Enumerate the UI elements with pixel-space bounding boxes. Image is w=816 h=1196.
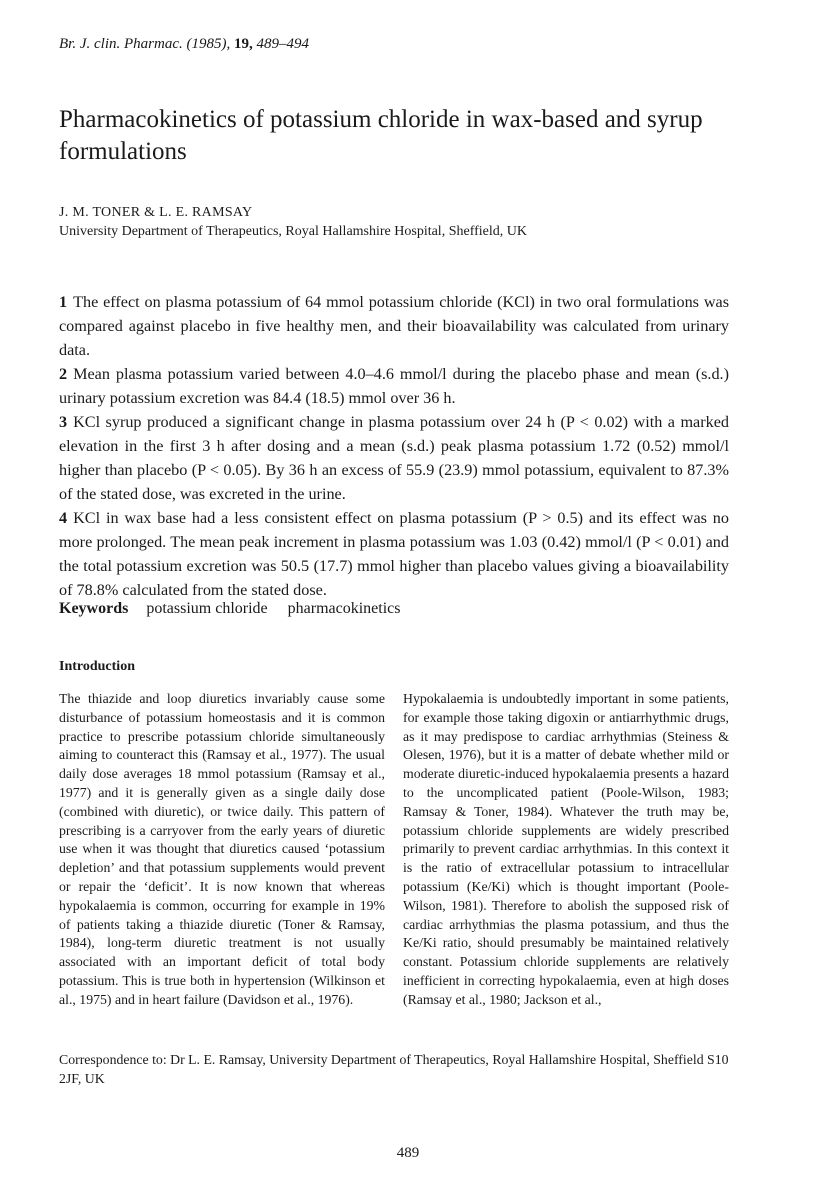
abstract-point <box>59 506 729 602</box>
body-paragraph: The thiazide and loop diuretics invariably cause some disturbance of potassium homeostasis and it is common practice to prescribe potassium chloride simultaneously aiming to counteract this (Ramsay et al., 1977). The usual daily dose averages 18 mmol potassium (Ramsay et al., 1977) and it is generally given as a single daily dose (combined with diuretic), or twice daily. This pattern of prescribing is a carryover from the early years of diuretic use when it was thought that diuretics caused ‘potassium depletion’ and that potassium supplements would prevent or repair the ‘deficit’. It is now known that whereas hypokalaemia is common, occurring for example in 19% of patients taking a thiazide diuretic (Toner & Ramsay, 1984), long-term diuretic treatment is not usually associated with an important deficit of total body potassium. This is true both in hypertension (Wilkinson et al., 1975) and in heart failure (Davidson et al., 1976). <box>59 691 385 1007</box>
section-heading-introduction: Introduction <box>59 659 135 674</box>
keyword: pharmacokinetics <box>287 600 401 617</box>
page-number: 489 <box>396 1145 420 1161</box>
abstract-point-number: 1 <box>59 293 68 311</box>
journal-name: Br. J. clin. Pharmac. <box>59 36 183 52</box>
article-authors: J. M. TONER & L. E. RAMSAY <box>59 205 253 220</box>
abstract-point-text: The effect on plasma potassium of 64 mmol potassium chloride (KCl) in two oral formulations was compared against placebo in five healthy men, and their bioavailability was calculated from urinary data. <box>59 293 729 359</box>
abstract-point-text: Mean plasma potassium varied between 4.0–4.6 mmol/l during the placebo phase and mean (s.d.) urinary potassium excretion was 84.4 (18.5) mmol over 36 h. <box>59 365 729 407</box>
keywords-label: Keywords <box>59 600 129 617</box>
abstract-point <box>59 362 729 410</box>
body-column-left <box>59 690 385 1010</box>
abstract-point-number: 2 <box>59 365 68 383</box>
journal-year: (1985), <box>186 36 231 52</box>
abstract-point <box>59 410 729 506</box>
correspondence-note: Correspondence to: Dr L. E. Ramsay, University Department of Therapeutics, Royal Hallamshire Hospital, Sheffield S10 2JF, UK <box>59 1052 729 1086</box>
abstract-point-text: KCl syrup produced a significant change in plasma potassium over 24 h (P < 0.02) with a marked elevation in the first 3 h after dosing and a mean (s.d.) peak plasma potassium 1.72 (0.52) mmol/l higher than placebo (P < 0.05). By 36 h an excess of 55.9 (23.9) mmol potassium, equivalent to 87.3% of the stated dose, was excreted in the urine. <box>59 413 729 503</box>
body-column-right <box>403 690 729 1010</box>
journal-volume: 19, <box>233 36 253 52</box>
keywords <box>59 600 416 618</box>
abstract-point-text: KCl in wax base had a less consistent effect on plasma potassium (P > 0.5) and its effect was no more prolonged. The mean peak increment in plasma potassium was 1.03 (0.42) mmol/l (P < 0.01) and the total potassium excretion was 50.5 (17.7) mmol higher than placebo values giving a bioavailability of 78.8% calculated from the stated dose. <box>59 509 729 599</box>
article-affiliation: University Department of Therapeutics, Royal Hallamshire Hospital, Sheffield, UK <box>59 224 527 239</box>
keyword: potassium chloride <box>146 600 268 617</box>
abstract-point-number: 3 <box>59 413 68 431</box>
journal-reference <box>59 36 309 53</box>
abstract-point <box>59 290 729 362</box>
article-title: Pharmacokinetics of potassium chloride in wax-based and syrup formulations <box>59 106 703 165</box>
journal-pages: 489–494 <box>256 36 309 52</box>
abstract <box>59 290 729 602</box>
body-paragraph: Hypokalaemia is undoubtedly important in some patients, for example those taking digoxin or antiarrhythmic drugs, as it may predispose to cardiac arrhythmias (Steiness & Olesen, 1976), but it is a matter of debate whether mild or moderate diuretic-induced hypokalaemia presents a hazard to the uncomplicated patient (Poole-Wilson, 1983; Ramsay & Toner, 1984). Whatever the truth may be, potassium chloride supplements are widely prescribed primarily to prevent cardiac arrhythmias. In this context it is the ratio of extracellular potassium to intracellular potassium (Ke/Ki) which is thought important (Poole-Wilson, 1981). Therefore to abolish the supposed risk of cardiac arrhythmias the plasma potassium, and thus the Ke/Ki ratio, should presumably be maintained relatively constant. Potassium chloride supplements are relatively inefficient in correcting hypokalaemia, even at high doses (Ramsay et al., 1980; Jackson et al., <box>403 691 729 1007</box>
abstract-point-number: 4 <box>59 509 68 527</box>
